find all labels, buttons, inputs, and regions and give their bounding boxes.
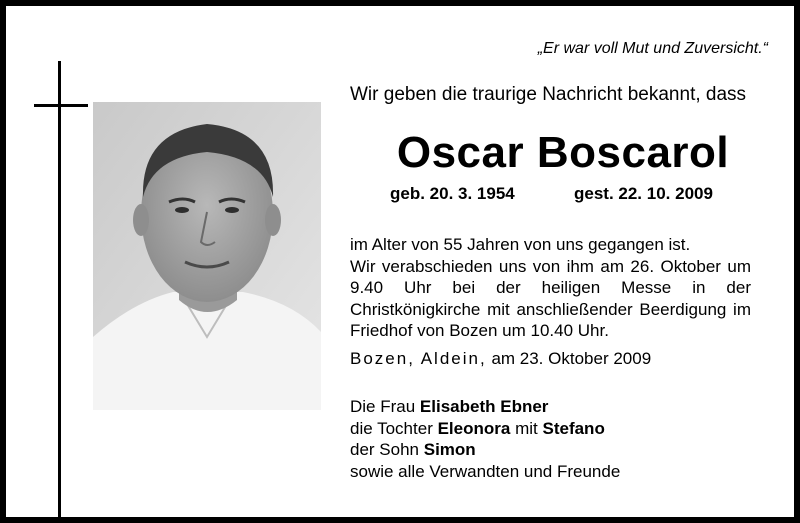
mourner-line [350, 439, 620, 461]
mourner-name: Stefano [542, 418, 605, 438]
mourner-line [350, 461, 620, 483]
age-line: im Alter von 55 Jahren von uns gegangen ist. [350, 235, 691, 254]
cross-icon [58, 61, 61, 523]
portrait-photo [93, 102, 321, 410]
mourner-name: Simon [423, 440, 476, 459]
announcement-text [350, 234, 751, 342]
mourner-relation: der Sohn [350, 440, 419, 459]
intro-line: Wir geben die traurige Nachricht bekannt, dass [350, 84, 747, 105]
place-date: am 23. Oktober 2009 [491, 349, 652, 368]
funeral-details: Wir verabschieden uns von ihm am 26. Oktober um 9.40 Uhr bei der heiligen Messe in der Christkönigkirche mit anschließender Beerdigung im Friedhof von Bozen um 10.40 Uhr. [350, 256, 751, 340]
place-date-line [350, 349, 651, 369]
mourner-join: mit [515, 418, 538, 438]
place-towns: Bozen, Aldein, [350, 349, 487, 368]
mourners-list [350, 396, 620, 482]
birth-date: geb. 20. 3. 1954 [390, 184, 515, 203]
motto-quote: „Er war voll Mut und Zuversicht.“ [537, 40, 768, 57]
mourner-relation: die Tochter [350, 418, 433, 438]
mourner-name: Eleonora [437, 418, 511, 438]
mourner-line [350, 418, 620, 440]
mourner-relation: Die Frau [350, 397, 416, 416]
mourner-name: Elisabeth Ebner [419, 397, 549, 416]
mourner-line [350, 396, 620, 418]
cross-icon-bar [34, 104, 88, 107]
mourner-relation: sowie alle Verwandten und Freunde [350, 461, 621, 481]
death-date: gest. 22. 10. 2009 [574, 184, 713, 203]
deceased-name: Oscar Boscarol [396, 128, 730, 177]
